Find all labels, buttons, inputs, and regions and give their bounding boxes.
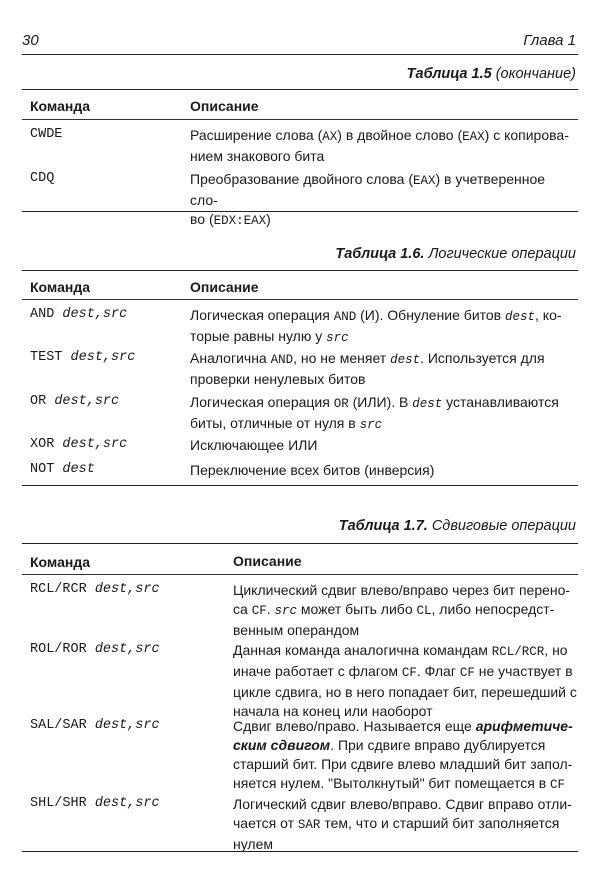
table-1-6-top-rule xyxy=(22,270,578,271)
table-1-6-header-command: Команда xyxy=(30,279,90,295)
table-1-7-header-description: Описание xyxy=(233,553,302,569)
table-1-6-cmd-test: TEST dest,src xyxy=(30,350,136,365)
chapter-title: Глава 1 xyxy=(523,32,576,49)
table-1-7-desc-rol-ror: Данная команда аналогична командам RCL/RCR, но иначе работает с флагом CF. Флаг CF не участвует в цикле сдвига, но в него попадает бит, перешедший с начала на конец или наоборот xyxy=(233,642,577,719)
table-1-7-cmd-shl-shr: SHL/SHR dest,src xyxy=(30,796,160,811)
table-1-7-header-command: Команда xyxy=(30,554,90,570)
table-1-6-desc-or: Логическая операция OR (ИЛИ). В dest устанавливаются биты, отличные от нуля в src xyxy=(190,394,559,432)
table-1-7-desc-rcl-rcr: Циклический сдвиг влево/вправо через бит перено- са CF. src может быть либо CL, либо непосредст- венным операндом xyxy=(233,582,571,638)
table-1-6-header-rule xyxy=(22,299,578,300)
table-1-6-header-description: Описание xyxy=(190,279,259,295)
table-1-6-cmd-not: NOT dest xyxy=(30,462,95,477)
table-1-6-desc-and: Логическая операция AND (И). Обнуление битов dest, ко- торые равны нулю у src xyxy=(190,307,562,345)
table-1-5-header-command: Команда xyxy=(30,98,90,114)
table-1-6-bottom-rule xyxy=(22,485,578,486)
table-1-7-cmd-rcl-rcr: RCL/RCR dest,src xyxy=(30,582,160,597)
table-1-5-desc-cwde: Расширение слова (AX) в двойное слово (EAX) с копирова- нием знакового бита xyxy=(190,127,569,164)
table-1-7-cmd-sal-sar: SAL/SAR dest,src xyxy=(30,718,160,733)
table-1-7-top-rule xyxy=(22,543,578,544)
table-1-7-desc-sal-sar: Сдвиг влево/право. Называется еще арифметиче- ским сдвигом. При сдвиге вправо дублируется старший бит. При сдвиге влево младший бит запол- няется нулем. "Вытолкнутый" бит помещается в CF xyxy=(233,718,573,792)
table-1-5-cmd-cwde: CWDE xyxy=(30,127,63,142)
table-1-7-header-rule xyxy=(22,574,578,575)
table-1-7-cmd-rol-ror: ROL/ROR dest,src xyxy=(30,642,160,657)
header-rule xyxy=(22,54,578,55)
table-1-7-desc-shl-shr: Логический сдвиг влево/вправо. Сдвиг вправо отли- чается от SAR тем, что и старший бит заполняется нулем xyxy=(233,796,572,852)
table-1-6-cmd-or: OR dest,src xyxy=(30,394,120,409)
table-1-5-top-rule xyxy=(22,89,578,90)
table-1-5-header-description: Описание xyxy=(190,98,259,114)
table-1-6-desc-test: Аналогична AND, но не меняет dest. Используется для проверки ненулевых битов xyxy=(190,350,545,387)
table-1-5-desc-cdq: Преобразование двойного слова (EAX) в учетверенное сло- во (EDX:EAX) xyxy=(190,171,546,228)
table-1-6-cmd-and: AND dest,src xyxy=(30,307,128,322)
table-1-7-caption: Таблица 1.7. Сдвиговые операции xyxy=(338,518,576,534)
table-1-6-desc-xor: Исключающее ИЛИ xyxy=(190,437,318,453)
table-1-5-header-rule xyxy=(22,119,578,120)
page-number: 30 xyxy=(22,32,39,49)
table-1-5-caption: Таблица 1.5 (окончание) xyxy=(406,66,576,82)
table-1-6-caption: Таблица 1.6. Логические операции xyxy=(335,246,576,262)
table-1-6-cmd-xor: XOR dest,src xyxy=(30,437,128,452)
table-1-7-bottom-rule xyxy=(22,851,578,852)
table-1-6-desc-not: Переключение всех битов (инверсия) xyxy=(190,462,435,478)
table-1-5-cmd-cdq: CDQ xyxy=(30,171,55,186)
table-1-5-bottom-rule xyxy=(22,211,578,212)
